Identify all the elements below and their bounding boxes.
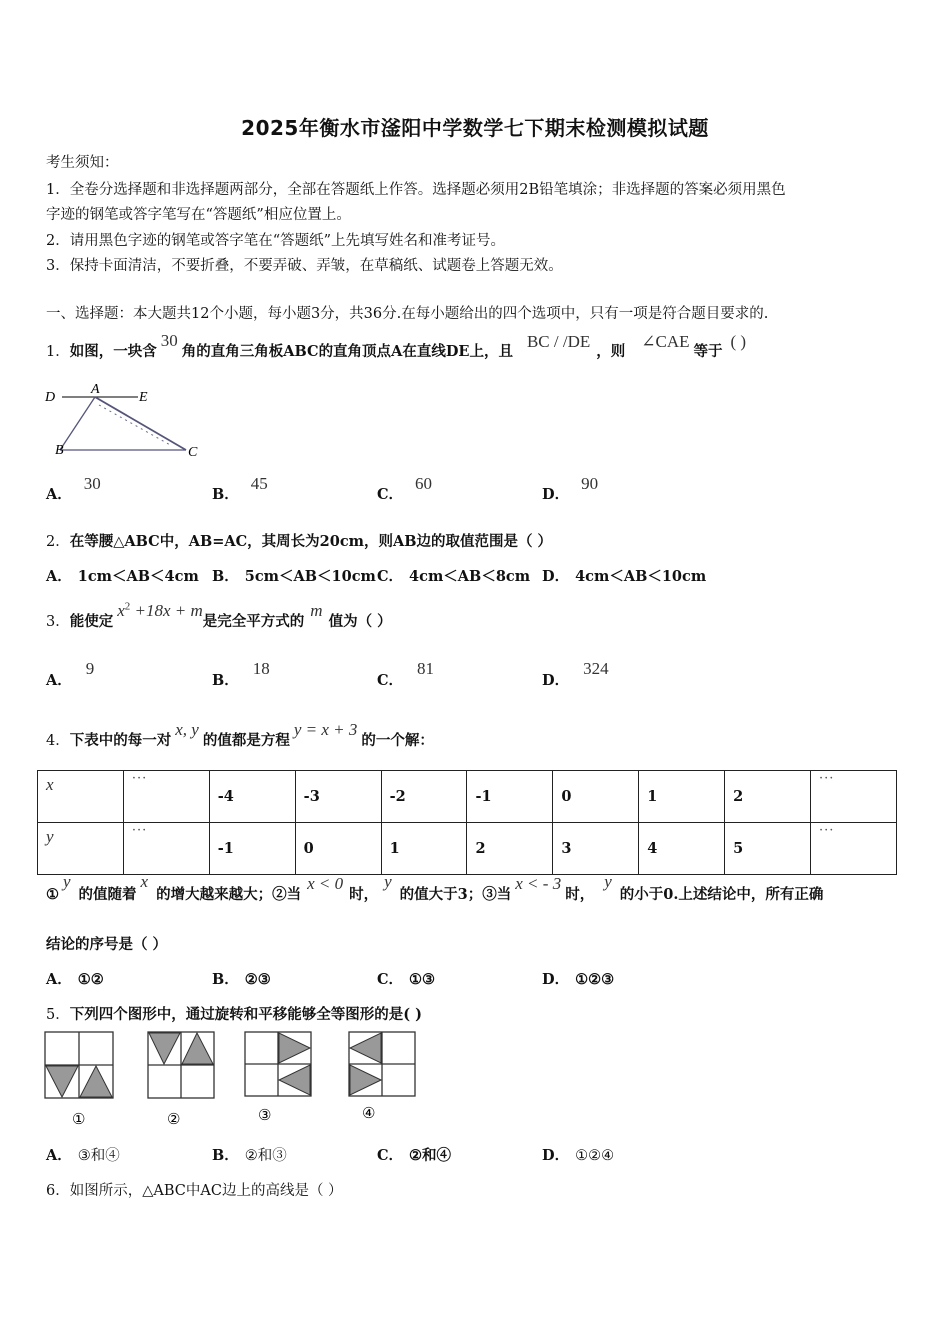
option-value: ①②③ bbox=[575, 971, 615, 988]
q1-text: ABC bbox=[283, 343, 319, 360]
section-heading: 一、选择题：本大题共12个小题，每小题3分，共36分.在每小题给出的四个选项中，只有一项是符合题目要求的. bbox=[46, 306, 769, 322]
option-c[interactable] bbox=[377, 565, 530, 586]
question-1-stem bbox=[46, 331, 747, 361]
figure-label: ③ bbox=[258, 1106, 272, 1124]
option-value: 81 bbox=[417, 659, 435, 678]
question-3-stem bbox=[46, 600, 392, 631]
q1-text: A bbox=[391, 343, 403, 360]
question-number: 5． bbox=[46, 1007, 70, 1023]
option-label: B． bbox=[212, 568, 239, 585]
option-label: A． bbox=[46, 1147, 72, 1164]
table-cell: -2 bbox=[381, 771, 467, 823]
option-value: 324 bbox=[583, 659, 609, 678]
question-number: 3． bbox=[46, 614, 70, 630]
question-number: 4． bbox=[46, 733, 70, 749]
q4-text: 时， bbox=[349, 886, 379, 903]
option-b[interactable] bbox=[212, 1144, 287, 1165]
table-cell: 1 bbox=[639, 771, 725, 823]
table-cell: y bbox=[38, 823, 124, 875]
option-value: 4cm＜AB＜10cm bbox=[575, 568, 707, 585]
label-c: C bbox=[188, 445, 198, 460]
option-label: D． bbox=[542, 672, 570, 689]
page-title: 2025年衡水市滏阳中学数学七下期末检测模拟试题 bbox=[241, 116, 709, 140]
notice-heading: 考生须知： bbox=[46, 155, 119, 171]
option-label: D． bbox=[542, 1147, 570, 1164]
option-b[interactable] bbox=[212, 565, 376, 586]
option-a[interactable] bbox=[46, 968, 104, 989]
answer-paren: ( ) bbox=[730, 332, 747, 351]
q4-text: 的一个解： bbox=[361, 732, 434, 749]
option-b[interactable] bbox=[212, 968, 271, 989]
label-d: D bbox=[45, 390, 56, 405]
option-value: 18 bbox=[252, 659, 270, 678]
option-label: B． bbox=[212, 672, 239, 689]
notice-item: 3．保持卡面清洁，不要折叠，不要弄破、弄皱，在草稿纸、试题卷上答题无效。 bbox=[46, 258, 563, 274]
math-30: 30 bbox=[160, 331, 178, 350]
option-a[interactable] bbox=[46, 565, 199, 586]
option-label: C． bbox=[377, 971, 404, 988]
math-rest: +18x + m bbox=[134, 601, 203, 620]
option-value: ①② bbox=[77, 971, 104, 988]
table-cell: 0 bbox=[295, 823, 381, 875]
question-number: 6． bbox=[46, 1183, 70, 1199]
table-cell: 4 bbox=[639, 823, 725, 875]
q6-text: 如图所示，△ABC中AC边上的高线是（ ） bbox=[69, 1183, 343, 1199]
option-value: 4cm＜AB＜8cm bbox=[409, 568, 531, 585]
q1-text: 上，且 bbox=[469, 343, 513, 360]
option-label: B． bbox=[212, 971, 239, 988]
q2-text: 在等腰△ABC中，AB=AC，其周长为20cm，则AB边的取值范围是（ ） bbox=[69, 533, 553, 550]
figure-label: ② bbox=[167, 1110, 181, 1128]
q1-text: ，则 bbox=[596, 343, 626, 360]
option-c[interactable] bbox=[377, 968, 435, 989]
math-condition: x < 0 bbox=[307, 874, 344, 893]
shapes-figure bbox=[44, 1030, 424, 1132]
math-m: m bbox=[310, 601, 323, 620]
math-var: x bbox=[117, 601, 125, 620]
math-y: y bbox=[63, 872, 71, 891]
q3-text: 能使定 bbox=[69, 613, 114, 630]
q4-text: 的值大于3；③当 bbox=[399, 886, 512, 903]
option-label: A． bbox=[46, 568, 72, 585]
option-label: A． bbox=[46, 486, 72, 503]
figure-2 bbox=[148, 1032, 214, 1128]
table-cell: -1 bbox=[209, 823, 295, 875]
label-b: B bbox=[55, 443, 64, 458]
question-number: 1． bbox=[46, 344, 70, 360]
q4-text: 下表中的每一对 bbox=[69, 732, 172, 749]
q1-text: 等于 bbox=[693, 343, 723, 360]
option-c[interactable] bbox=[377, 1144, 451, 1165]
table-cell: x bbox=[38, 771, 124, 823]
table-cell: ··· bbox=[811, 823, 897, 875]
figure-label: ④ bbox=[362, 1104, 376, 1122]
figure-3 bbox=[245, 1032, 311, 1124]
q4-text: 的值随着 bbox=[78, 886, 137, 903]
option-a[interactable] bbox=[46, 659, 95, 690]
notice-item: 字迹的钢笔或答字笔写在“答题纸”相应位置上。 bbox=[46, 207, 351, 223]
table-cell: 2 bbox=[725, 771, 811, 823]
option-label: D． bbox=[542, 971, 570, 988]
q4-text: 的值都是方程 bbox=[202, 732, 290, 749]
option-value: ②③ bbox=[244, 971, 271, 988]
option-a[interactable] bbox=[46, 1144, 120, 1165]
option-label: C． bbox=[377, 568, 404, 585]
option-b[interactable] bbox=[212, 659, 270, 690]
table-cell: 5 bbox=[725, 823, 811, 875]
math-exp: 2 bbox=[124, 600, 131, 613]
table-cell: 0 bbox=[553, 771, 639, 823]
option-value: ①②④ bbox=[575, 1148, 615, 1164]
table-cell: ··· bbox=[811, 771, 897, 823]
option-a[interactable] bbox=[46, 474, 101, 504]
math-xy: x, y bbox=[175, 720, 199, 739]
option-value: 45 bbox=[250, 474, 268, 493]
label-a: A bbox=[91, 382, 100, 397]
question-6-stem bbox=[46, 1179, 343, 1200]
option-label: D． bbox=[542, 486, 570, 503]
question-number: 2． bbox=[46, 534, 70, 550]
option-c[interactable] bbox=[377, 659, 435, 690]
option-value: 30 bbox=[83, 474, 101, 493]
option-value: 1cm＜AB＜4cm bbox=[77, 568, 199, 585]
q4-text: 时， bbox=[565, 886, 595, 903]
table-cell: 3 bbox=[553, 823, 639, 875]
math-angle-cae: ∠CAE bbox=[641, 332, 690, 351]
table-row bbox=[38, 823, 897, 875]
question-4-stem bbox=[46, 720, 434, 750]
option-label: A． bbox=[46, 672, 72, 689]
q1-text: 在直线 bbox=[402, 343, 446, 360]
q1-text: 角的直角三角板 bbox=[181, 343, 284, 360]
solution-table bbox=[37, 770, 897, 875]
q5-text: 下列四个图形中，通过旋转和平移能够全等图形的是( ) bbox=[69, 1006, 423, 1023]
notice-item: 2．请用黑色字迹的钢笔或答字笔在“答题纸”上先填写姓名和准考证号。 bbox=[46, 233, 506, 249]
option-label: C． bbox=[377, 486, 404, 503]
q4-text: 的增大越来越大；②当 bbox=[156, 886, 302, 903]
triangle-figure bbox=[40, 380, 210, 462]
side-ab bbox=[60, 397, 95, 450]
q1-text: 的直角顶点 bbox=[318, 343, 392, 360]
table-cell: -4 bbox=[209, 771, 295, 823]
math-y: y bbox=[384, 872, 392, 891]
math-expression bbox=[117, 601, 203, 620]
label-e: E bbox=[139, 390, 148, 405]
option-value: 9 bbox=[85, 659, 95, 678]
option-d[interactable] bbox=[542, 1144, 614, 1165]
table-cell: -3 bbox=[295, 771, 381, 823]
option-label: B． bbox=[212, 486, 239, 503]
math-bc-parallel-de: BC / /DE bbox=[526, 332, 591, 351]
option-b[interactable] bbox=[212, 474, 268, 504]
option-value: 90 bbox=[581, 474, 599, 493]
option-value: ③和④ bbox=[77, 1148, 120, 1164]
option-label: A． bbox=[46, 971, 72, 988]
option-d[interactable] bbox=[542, 565, 706, 586]
math-condition: x < - 3 bbox=[515, 874, 562, 893]
option-value: ②和④ bbox=[409, 1147, 452, 1164]
table-cell: 2 bbox=[467, 823, 553, 875]
table-cell: ··· bbox=[123, 823, 209, 875]
option-value: ①③ bbox=[409, 971, 436, 988]
q1-text: 如图，一块含 bbox=[69, 343, 157, 360]
hatch-line bbox=[99, 405, 172, 446]
question-4-line2: 结论的序号是（ ） bbox=[46, 936, 168, 953]
table-row bbox=[38, 771, 897, 823]
option-label: D． bbox=[542, 568, 570, 585]
q4-text: ① bbox=[46, 886, 59, 903]
option-d[interactable] bbox=[542, 968, 614, 989]
option-d[interactable] bbox=[542, 474, 599, 504]
figure-label: ① bbox=[72, 1110, 86, 1128]
math-equation: y = x + 3 bbox=[293, 720, 358, 739]
question-2-stem bbox=[46, 530, 552, 551]
question-5-stem bbox=[46, 1003, 422, 1024]
option-d[interactable] bbox=[542, 659, 609, 690]
option-c[interactable] bbox=[377, 474, 433, 504]
figure-4 bbox=[349, 1032, 415, 1122]
math-x: x bbox=[140, 872, 149, 891]
option-value: ②和③ bbox=[244, 1148, 287, 1164]
q1-text: DE bbox=[445, 343, 470, 360]
q4-text: 的小于0.上述结论中，所有正确 bbox=[619, 886, 824, 903]
option-label: B． bbox=[212, 1147, 239, 1164]
option-label: C． bbox=[377, 1147, 404, 1164]
option-label: C． bbox=[377, 672, 404, 689]
option-value: 60 bbox=[415, 474, 433, 493]
option-value: 5cm＜AB＜10cm bbox=[244, 568, 376, 585]
math-y: y bbox=[604, 872, 612, 891]
notice-item: 1．全卷分选择题和非选择题两部分，全部在答题纸上作答。选择题必须用2B铅笔填涂；非选择题的答案必须用黑色 bbox=[46, 182, 786, 198]
table-cell: 1 bbox=[381, 823, 467, 875]
figure-1 bbox=[45, 1032, 113, 1128]
q3-text: 值为（ ） bbox=[328, 613, 392, 630]
table-cell: ··· bbox=[123, 771, 209, 823]
table-cell: -1 bbox=[467, 771, 553, 823]
question-4-statements bbox=[46, 872, 824, 904]
q3-text: 是完全平方式的 bbox=[202, 613, 305, 630]
